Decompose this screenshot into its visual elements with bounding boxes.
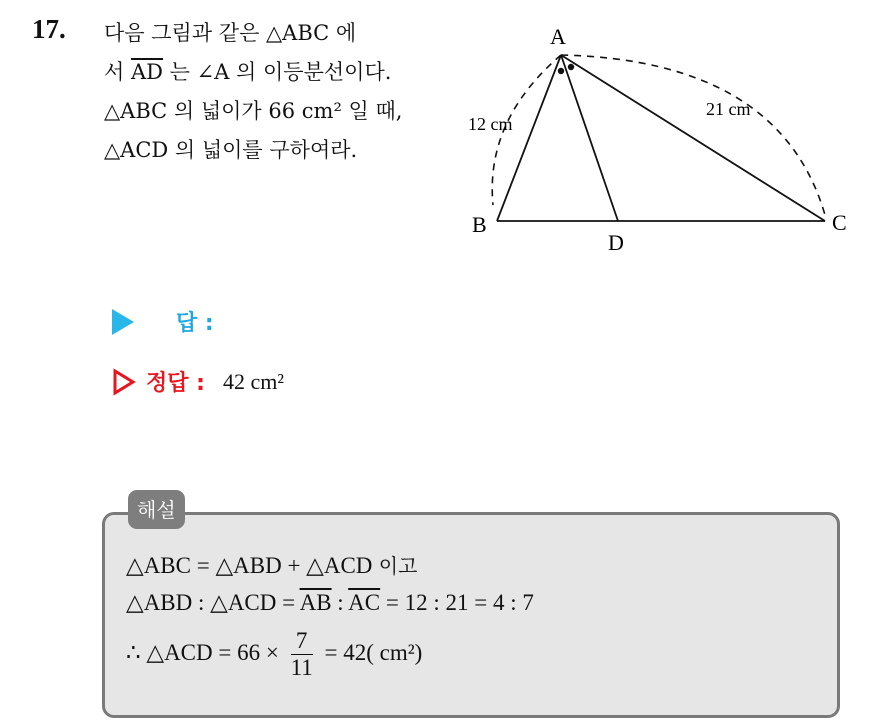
question-line-3: △ABC 의 넓이가 66 cm² 일 때, <box>104 99 403 123</box>
key-label: 정답 : <box>146 371 205 396</box>
solution-suffix: 이고 <box>372 554 418 578</box>
fraction-numerator: 7 <box>291 628 313 655</box>
answer-label: 답 : <box>176 311 214 336</box>
label-a: A <box>550 24 566 49</box>
solution-line-3 <box>126 628 422 681</box>
label-ac-length: 21 cm <box>706 99 751 119</box>
question-text <box>104 14 454 170</box>
solution-result-start: ∴ △ACD = 66 × <box>126 639 279 665</box>
play-triangle-icon <box>112 309 134 335</box>
solution-ratio-colon: : <box>331 590 349 615</box>
fraction <box>291 628 313 681</box>
question-number: 17. <box>32 14 66 44</box>
solution-equation-1: △ABC = △ABD + △ACD <box>126 553 373 578</box>
bisector-ad <box>561 55 618 221</box>
solution-ratio-end: = 12 : 21 = 4 : 7 <box>380 590 534 615</box>
question-line-2b: 는 ∠A 의 이등분선이다. <box>162 60 392 84</box>
solution-line-2 <box>126 590 534 616</box>
solution-line-1 <box>126 550 417 579</box>
segment-ab: $\overline{AB}$ <box>299 590 332 615</box>
segment-ac: $\overline{AC}$ <box>348 590 381 615</box>
question-line-4: △ACD 의 넓이를 구하여라. <box>104 138 358 162</box>
solution-result-end: = 42( cm²) <box>324 639 423 665</box>
question-line-2a: 서 <box>104 60 131 84</box>
segment-ad: $\overline{AD}$ <box>130 60 163 84</box>
angle-mark-1 <box>558 68 564 74</box>
label-ab-length: 12 cm <box>468 114 513 134</box>
label-d: D <box>608 230 624 255</box>
fraction-denominator: 11 <box>290 655 313 680</box>
key-row <box>112 366 284 397</box>
key-value: 42 cm² <box>222 368 284 394</box>
label-c: C <box>832 210 847 235</box>
side-ac <box>561 55 825 221</box>
label-b: B <box>472 212 487 237</box>
question-line-1: 다음 그림과 같은 △ABC 에 <box>104 21 357 45</box>
triangle-figure <box>460 10 870 265</box>
answer-row <box>112 306 232 337</box>
solution-tag: 해설 <box>128 490 185 529</box>
solution-ratio-start: △ABD : △ACD = <box>126 590 300 615</box>
question-line-2 <box>104 53 454 92</box>
side-ab <box>497 55 561 221</box>
angle-mark-2 <box>568 64 574 70</box>
play-outline-icon <box>112 368 136 396</box>
